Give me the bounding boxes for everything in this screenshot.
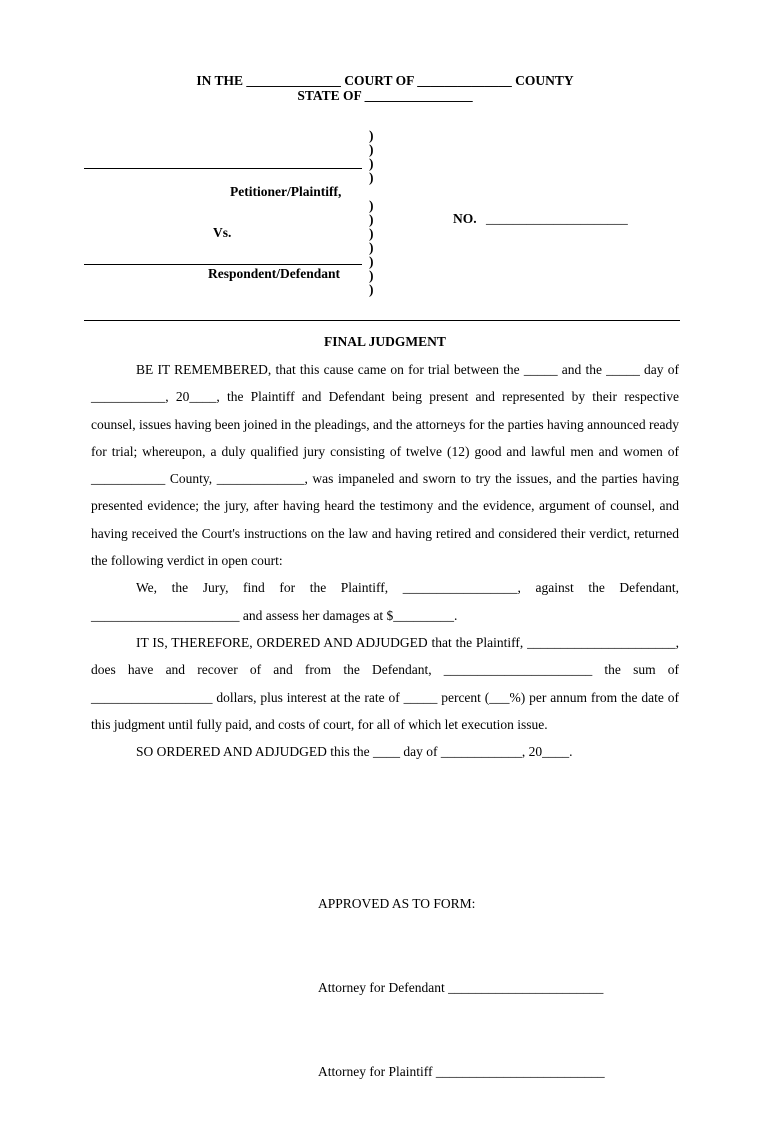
case-number-blank: _____________________: [486, 211, 628, 226]
petitioner-label: Petitioner/Plaintiff,: [230, 184, 342, 199]
order-paragraph: IT IS, THEREFORE, ORDERED AND ADJUDGED that the Plaintiff, ______________________, does have and recover of and from the Defendant, ______________________ the sum of __________________ dollars, plus interest at the rate of _____ percent (___%) per annum from the date of this judgment until fully paid, and costs of court, for all of which let execution issue.: [91, 634, 679, 732]
respondent-name-line: [84, 264, 362, 265]
state-heading: STATE OF ________________: [297, 88, 473, 103]
defendant-attorney-line: Attorney for Defendant _______________________: [318, 980, 604, 995]
recital-paragraph: BE IT REMEMBERED, that this cause came on for trial between the _____ and the _____ day of ___________, 20____, the Plaintiff and Defendant being present and represented by their respective counsel, issues having been joined in the pleadings, and the attorneys for the parties having announced ready for trial; whereupon, a duly qualified jury consisting of twelve (12) good and lawful men and women of ___________ County, _____________, was impaneled and sworn to try the issues, and the parties having presented evidence; the jury, after having heard the testimony and the evidence, argument of counsel, and having received the Court's instructions on the law and having retired and considered their verdict, returned the following verdict in open court:: [91, 362, 679, 569]
case-number-label: NO.: [453, 211, 477, 226]
plaintiff-attorney-line: Attorney for Plaintiff _________________________: [318, 1064, 605, 1079]
so-ordered-paragraph: SO ORDERED AND ADJUDGED this the ____ day of ____________, 20____.: [136, 744, 573, 760]
verdict-paragraph: We, the Jury, find for the Plaintiff, _________________, against the Defendant, ______________________ and assess her damages at $_________.: [91, 580, 679, 623]
approval-block: [318, 834, 605, 1142]
document-title: FINAL JUDGMENT: [324, 334, 446, 349]
caption-divider: [84, 320, 680, 321]
vs-label: Vs.: [213, 225, 232, 240]
approved-heading: APPROVED AS TO FORM:: [318, 896, 476, 911]
document-page: IN THE ______________ COURT OF ______________ COUNTY STATE OF ________________ ) ) ) ) ) ) ) ) ) ) ) Petitioner/Plaintiff, Vs. Respondent/Defendant NO. _____________________ FINAL JUDGMENT BE IT REMEMBERED, that this cause came on for trial between the _____ and the _____ day of ___________, 20____, the Plaintiff and Defendant being present and represented by their respective counsel, issues having been joined in the pleadings, and the attorneys for the parties having announced ready for trial; whereupon, a duly qualified jury consisting of twelve (12) good and lawful men and women of ___________ County, _____________, was impaneled and sworn to try the issues, and the parties having presented evidence; the jury, after having heard the testimony and the evidence, argument of counsel, and having received the Court's instructions on the law and having retired and considered their verdict, returned the following verdict in open court: We, the Jury, find for the Plaintiff, _________________, against the Defendant, ______________________ and assess her damages at $_________. IT IS, THEREFORE, ORDERED AND ADJUDGED that the Plaintiff, ______________________, does have and recover of and from the Defendant, ______________________ the sum of __________________ dollars, plus interest at the rate of _____ percent (___%) per annum from the date of this judgment until fully paid, and costs of court, for all of which let execution issue. SO ORDERED AND ADJUDGED this the ____ day of ____________, 20____. APPROVED AS TO FORM: Attorney for Defendant _______________________ Attorney for Plaintiff _________________________: [0, 0, 770, 1024]
judgment-body: [91, 356, 679, 765]
respondent-label: Respondent/Defendant: [208, 266, 341, 281]
petitioner-name-line: [84, 168, 362, 169]
court-heading: IN THE ______________ COURT OF ______________ COUNTY: [196, 73, 574, 88]
